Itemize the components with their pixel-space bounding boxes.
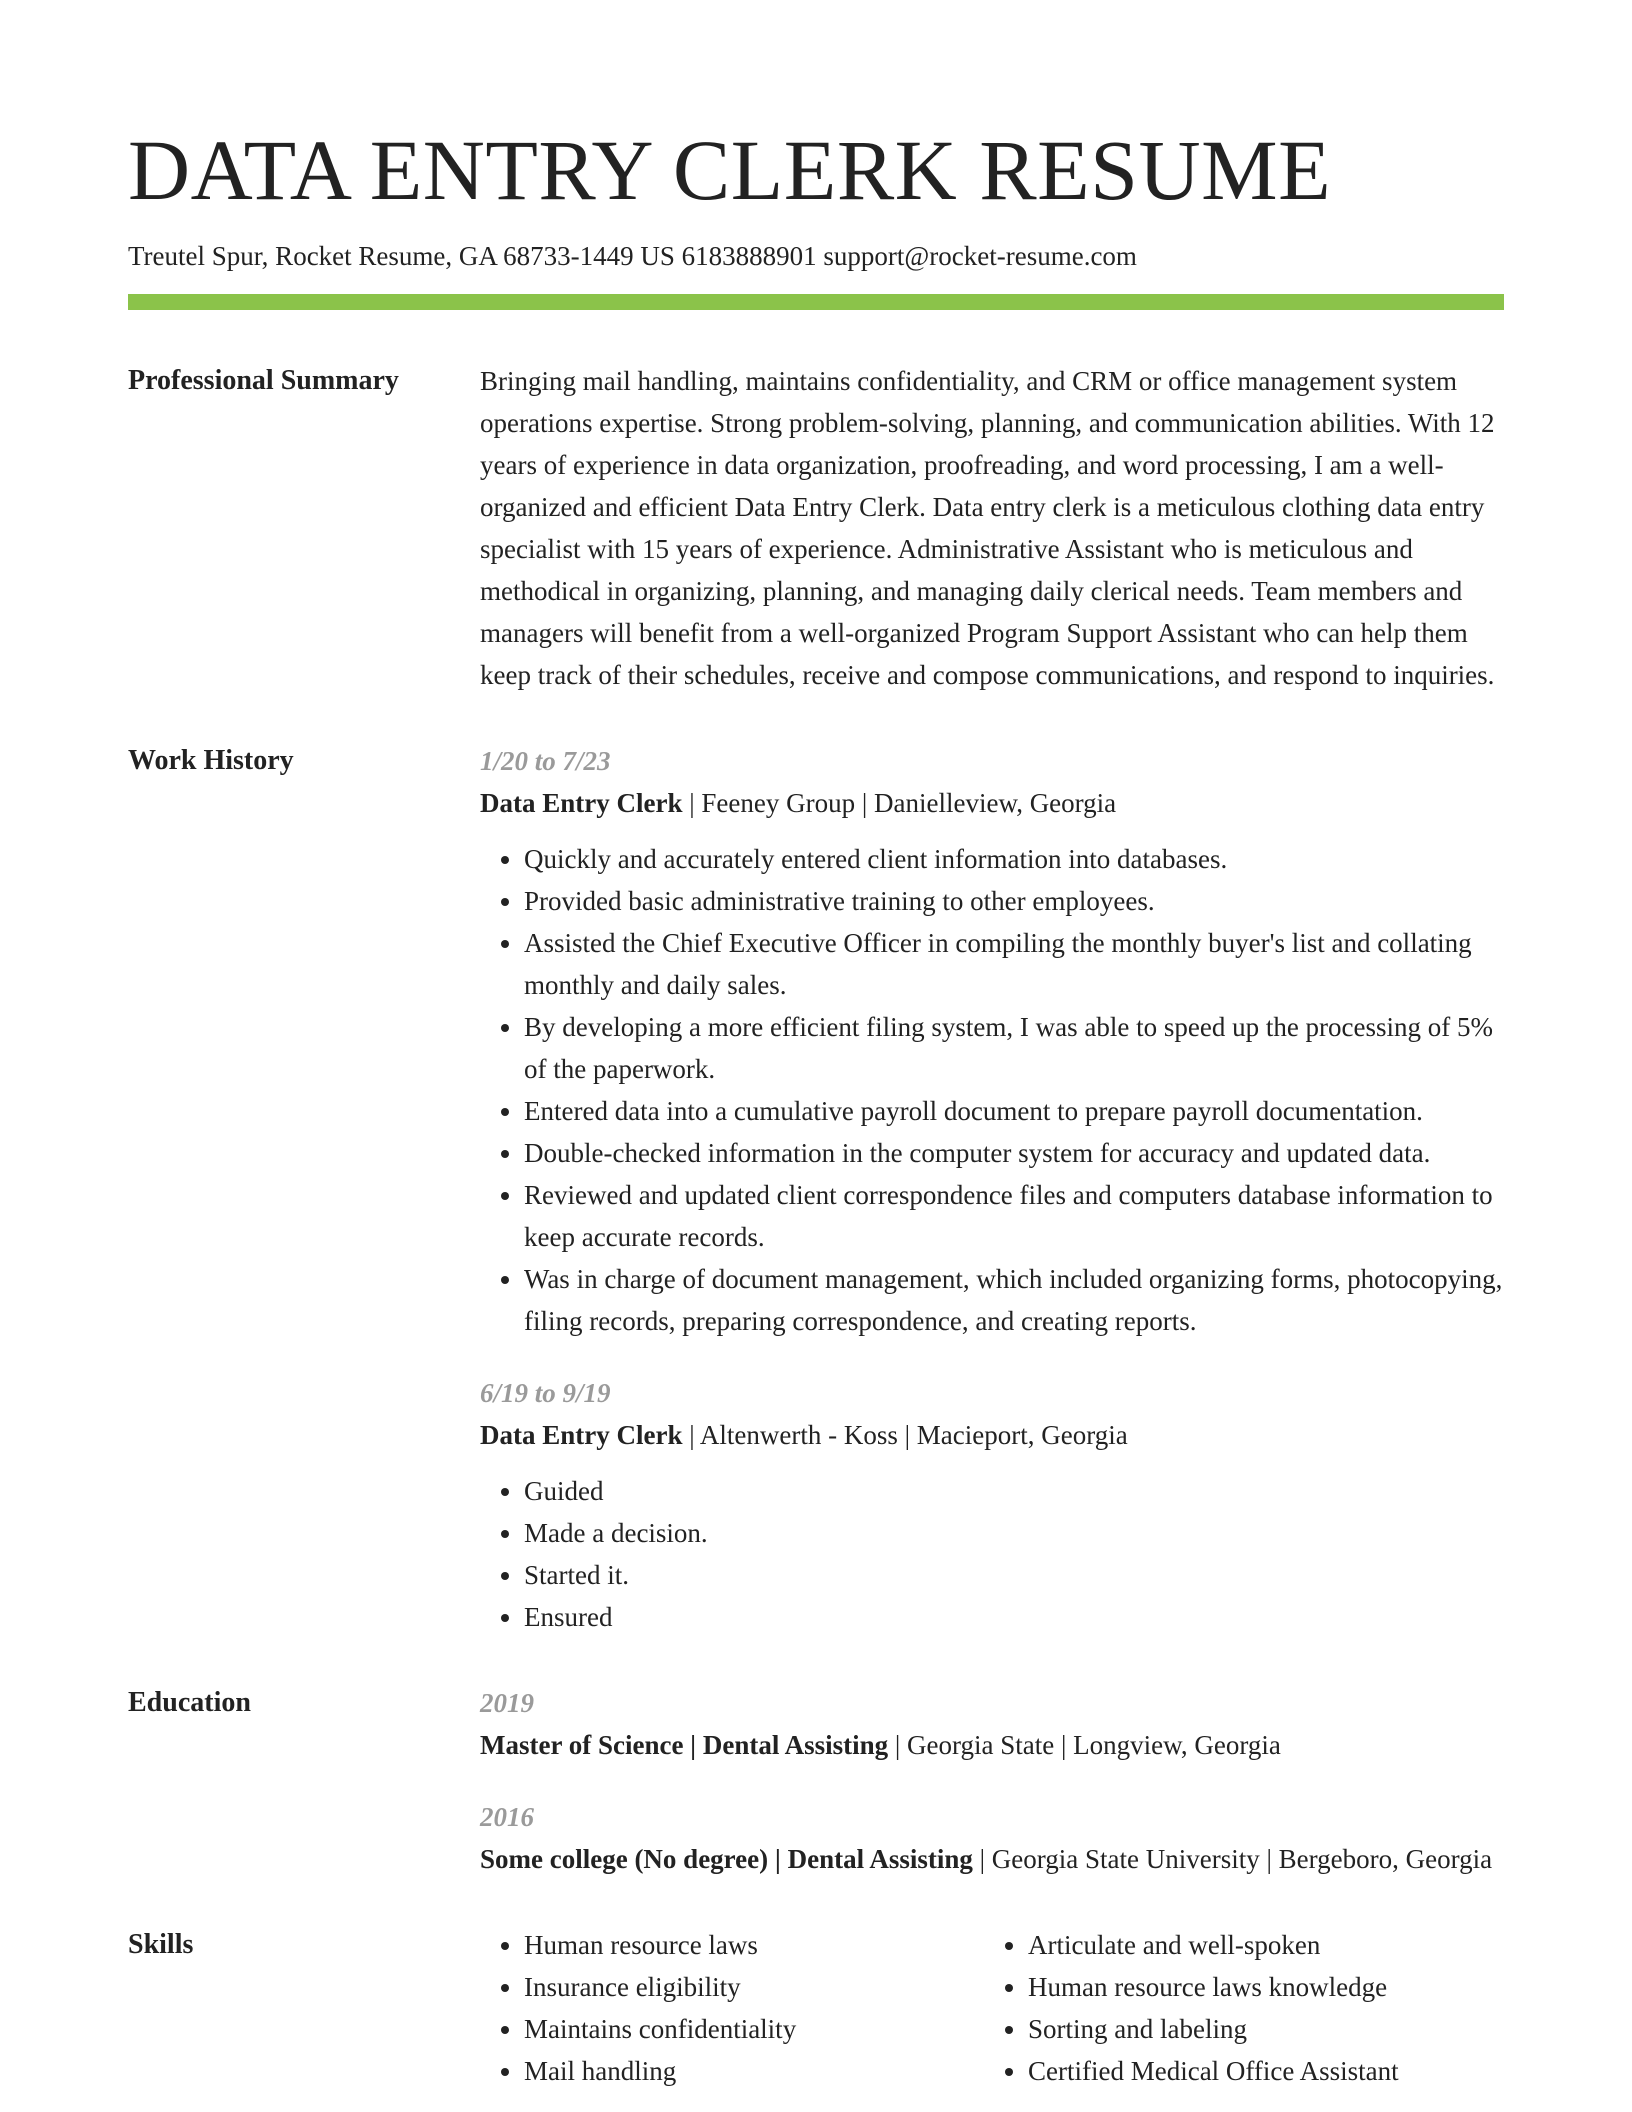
list-item: • Was in charge of document management, which included organizing forms, photocopying, filing records, preparing correspondence, and creating reports. [524, 1258, 1504, 1342]
job-title: Data Entry Clerk [480, 788, 683, 818]
education-body [480, 1682, 1504, 1880]
education-entry [480, 1682, 1504, 1766]
list-item: • Insurance eligibility [524, 1966, 984, 2008]
list-item: • Human resource laws knowledge [1028, 1966, 1504, 2008]
list-item: • Reviewed and updated client correspondence files and computers database information to keep accurate records. [524, 1174, 1504, 1258]
education-label: Education [128, 1687, 251, 1718]
education-date: 2016 [480, 1802, 534, 1832]
job-details: | Feeney Group | Danielleview, Georgia [682, 788, 1117, 818]
skills-list-left [480, 1924, 984, 2092]
list-item: • Articulate and well-spoken [1028, 1924, 1504, 1966]
work-history-label: Work History [128, 745, 294, 776]
resume-title: DATA ENTRY CLERK RESUME [128, 122, 1332, 218]
summary-section [128, 360, 1504, 696]
job-date: 1/20 to 7/23 [480, 746, 611, 776]
list-item: • By developing a more efficient filing system, I was able to speed up the processing of 5% of the paperwork. [524, 1006, 1504, 1090]
work-history-body [480, 740, 1504, 1638]
contact-line: Treutel Spur, Rocket Resume, GA 68733-1449 US 6183888901 support@rocket-resume.com [128, 241, 1137, 271]
education-details: | Georgia State University | Bergeboro, Georgia [972, 1844, 1493, 1874]
list-item: • Ensured [524, 1596, 1504, 1638]
skills-label: Skills [128, 1929, 194, 1960]
list-item: • Maintains confidentiality [524, 2008, 984, 2050]
education-details: | Georgia State | Longview, Georgia [888, 1730, 1281, 1760]
education-degree: Some college (No degree) | Dental Assisting [480, 1844, 973, 1874]
job-bullets [480, 1470, 1504, 1638]
job-role-line [480, 782, 1504, 824]
header-divider [128, 294, 1504, 310]
list-item: • Assisted the Chief Executive Officer in compiling the monthly buyer's list and collating monthly and daily sales. [524, 922, 1504, 1006]
work-history-section [128, 740, 1504, 1638]
skills-section [128, 1924, 1504, 2092]
list-item: • Made a decision. [524, 1512, 1504, 1554]
skills-body [480, 1924, 1504, 2092]
education-degree-line [480, 1838, 1504, 1880]
education-date: 2019 [480, 1688, 534, 1718]
job-title: Data Entry Clerk [480, 1420, 683, 1450]
summary-text: Bringing mail handling, maintains confidentiality, and CRM or office management system operations expertise. Strong problem-solving, planning, and communication abilities. With 12 years of experience in data organization, proofreading, and word processing, I am a well-organized and efficient Data Entry Clerk. Data entry clerk is a meticulous clothing data entry specialist with 15 years of experience. Administrative Assistant who is meticulous and methodical in organizing, planning, and managing daily clerical needs. Team members and managers will benefit from a well-organized Program Support Assistant who can help them keep track of their schedules, receive and compose communications, and respond to inquiries. [480, 366, 1495, 690]
summary-label: Professional Summary [128, 365, 399, 396]
job-date: 6/19 to 9/19 [480, 1378, 611, 1408]
education-degree: Master of Science | Dental Assisting [480, 1730, 889, 1760]
education-section [128, 1682, 1504, 1880]
education-degree-line [480, 1724, 1504, 1766]
job-details: | Altenwerth - Koss | Macieport, Georgia [682, 1420, 1128, 1450]
list-item: • Provided basic administrative training to other employees. [524, 880, 1504, 922]
list-item: • Human resource laws [524, 1924, 984, 1966]
list-item: • Sorting and labeling [1028, 2008, 1504, 2050]
skills-grid [480, 1924, 1504, 2092]
job-role-line [480, 1414, 1504, 1456]
summary-body [480, 360, 1504, 696]
education-entry [480, 1796, 1504, 1880]
list-item: • Double-checked information in the computer system for accuracy and updated data. [524, 1132, 1504, 1174]
list-item: • Guided [524, 1470, 1504, 1512]
list-item: • Certified Medical Office Assistant [1028, 2050, 1504, 2092]
job-bullets [480, 838, 1504, 1342]
list-item: • Mail handling [524, 2050, 984, 2092]
list-item: • Started it. [524, 1554, 1504, 1596]
job-entry [480, 740, 1504, 1342]
list-item: • Quickly and accurately entered client information into databases. [524, 838, 1504, 880]
job-entry [480, 1372, 1504, 1638]
skills-list-right [984, 1924, 1504, 2092]
list-item: • Entered data into a cumulative payroll document to prepare payroll documentation. [524, 1090, 1504, 1132]
